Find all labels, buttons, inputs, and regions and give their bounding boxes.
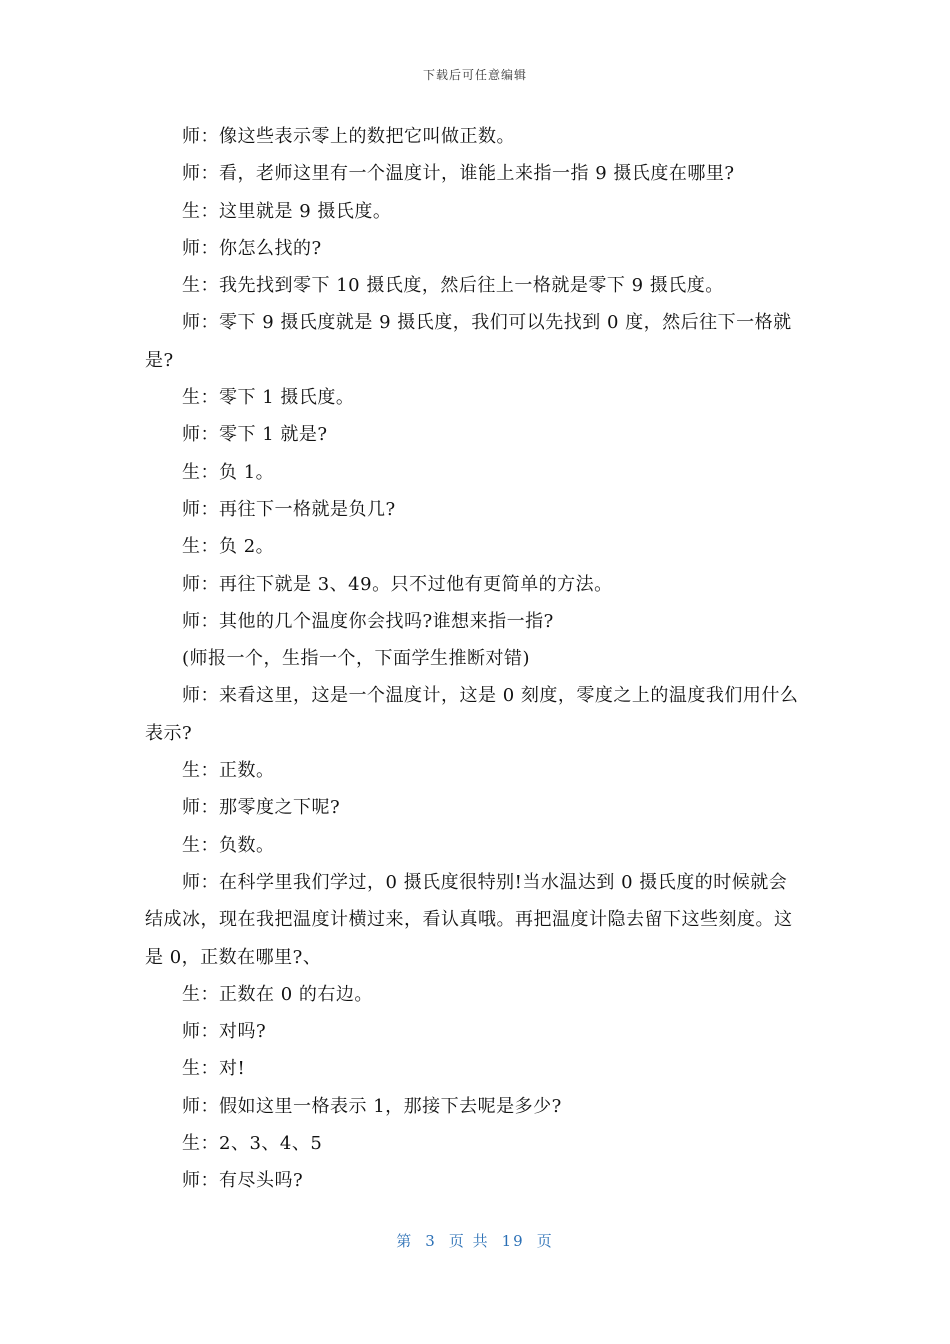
paragraph: 师：那零度之下呢? — [182, 797, 341, 819]
paragraph: 师：零下 9 摄氏度就是 9 摄氏度，我们可以先找到 0 度，然后往下一格就是? — [145, 312, 792, 371]
paragraph: 生：正数在 0 的右边。 — [182, 983, 373, 1005]
paragraph: 师：有尽头吗? — [182, 1170, 304, 1192]
paragraph: 师：对吗? — [182, 1021, 267, 1043]
paragraph: 师：像这些表示零上的数把它叫做正数。 — [182, 126, 515, 147]
page-header: 下载后可任意编辑 — [422, 68, 527, 82]
paragraph: 生：2、3、4、5 — [182, 1133, 323, 1155]
paragraph: 生：零下 1 摄氏度。 — [182, 387, 355, 409]
paragraph: 师：在科学里我们学过，0 摄氏度很特别!当水温达到 0 摄氏度的时候就会结成冰，现在我把温度计横过来，看认真哦。再把温度计隐去留下这些刻度。这是 0，正数在哪里?、 — [145, 871, 793, 968]
paragraph: 师：再往下就是 3、49。只不过他有更简单的方法。 — [182, 573, 613, 595]
paragraph: 生：负 2。 — [182, 536, 275, 558]
paragraph: 生：对! — [182, 1058, 246, 1080]
current-page-number: 3 — [425, 1232, 437, 1250]
paragraph: 师：再往下一格就是负几? — [182, 498, 396, 520]
paragraph: 师：零下 1 就是? — [182, 424, 328, 446]
total-pages-number: 19 — [501, 1232, 525, 1250]
paragraph: (师报一个，生指一个，下面学生推断对错) — [182, 648, 531, 670]
page-label-suffix: 页 — [536, 1232, 554, 1250]
paragraph: 生：负 1。 — [182, 461, 275, 483]
paragraph: 师：你怎么找的? — [182, 237, 322, 259]
page-label-mid: 页 共 — [448, 1232, 490, 1250]
paragraph: 生：我先找到零下 10 摄氏度，然后往上一格就是零下 9 摄氏度。 — [182, 275, 724, 297]
paragraph: 师：假如这里一格表示 1，那接下去呢是多少? — [182, 1095, 562, 1117]
paragraph: 生：正数。 — [182, 760, 275, 782]
paragraph: 师：来看这里，这是一个温度计，这是 0 刻度，零度之上的温度我们用什么表示? — [145, 685, 799, 744]
document-body — [145, 118, 805, 1200]
paragraph: 师：看，老师这里有一个温度计，谁能上来指一指 9 摄氏度在哪里? — [182, 163, 735, 185]
page-footer — [0, 1230, 950, 1251]
paragraph: 生：这里就是 9 摄氏度。 — [182, 200, 392, 222]
paragraph: 师：其他的几个温度你会找吗?谁想来指一指? — [182, 610, 554, 632]
paragraph: 生：负数。 — [182, 834, 275, 856]
page-label-prefix: 第 — [396, 1232, 414, 1250]
